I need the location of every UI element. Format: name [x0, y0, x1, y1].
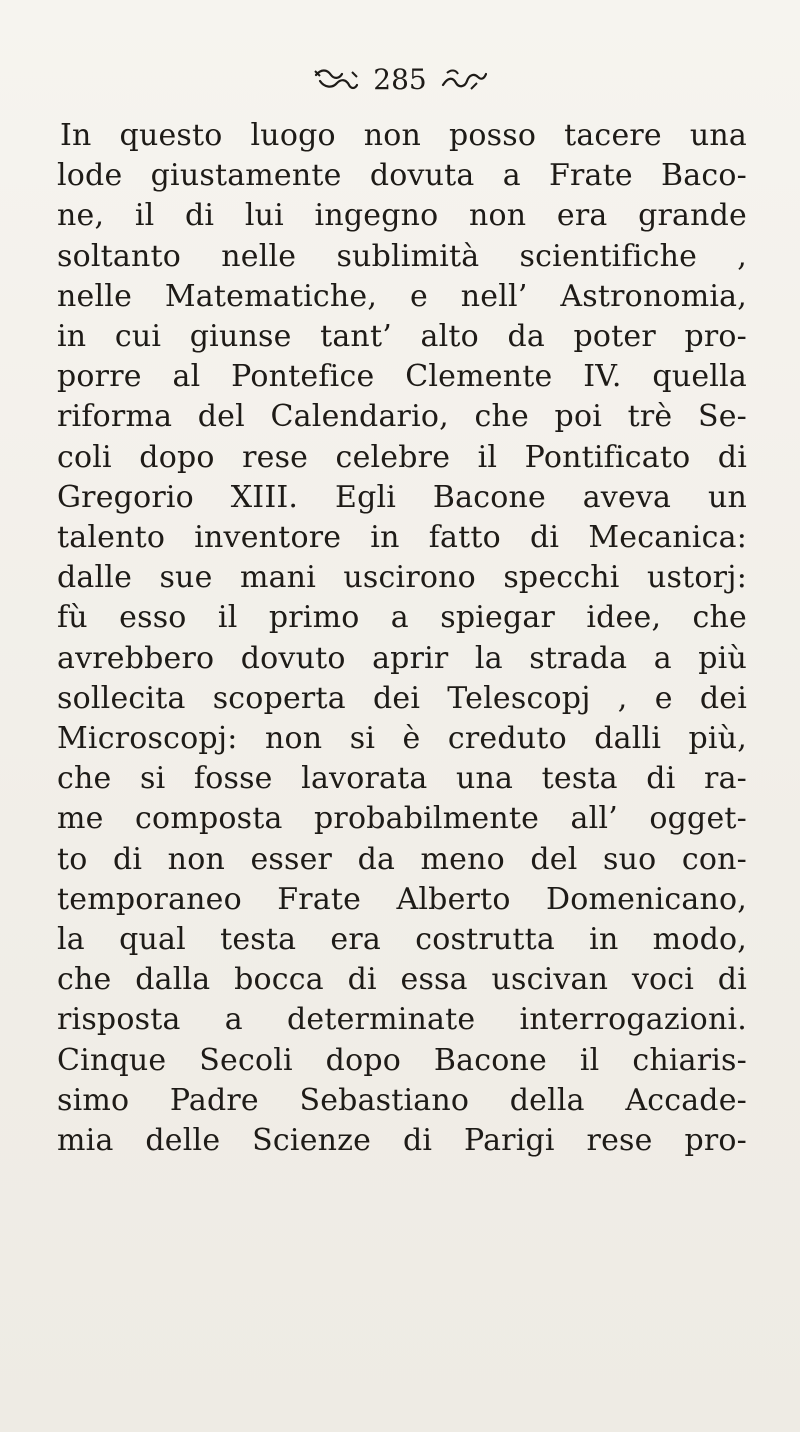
text-line: in cui giunse tant’ alto da poter pro-: [57, 319, 747, 355]
body-paragraph: [57, 116, 747, 1161]
text-line: mia delle Scienze di Parigi rese pro-: [57, 1123, 747, 1159]
text-line: nelle Matematiche, e nell’ Astronomia,: [57, 278, 747, 314]
text-line: Microscopj: non si è creduto dalli più,: [57, 721, 747, 757]
page-number: 285: [373, 63, 427, 96]
text-line: fù esso il primo a spiegar idee, che: [57, 600, 747, 636]
text-line: soltanto nelle sublimità scientifiche ,: [57, 238, 747, 274]
text-line: riforma del Calendario, che poi trè Se-: [57, 399, 747, 435]
text-line: me composta probabilmente all’ ogget-: [57, 801, 747, 837]
text-line: avrebbero dovuto aprir la strada a più: [57, 640, 747, 676]
text-line: temporaneo Frate Alberto Domenicano,: [57, 881, 747, 917]
text-line: talento inventore in fatto di Mecanica:: [57, 520, 747, 556]
text-line: sollecita scoperta dei Telescopj , e dei: [57, 680, 747, 716]
text-line: simo Padre Sebastiano della Accade-: [57, 1082, 747, 1118]
text-line: che dalla bocca di essa uscivan voci di: [57, 962, 747, 998]
text-line: ne, il di lui ingegno non era grande: [57, 198, 747, 234]
text-line: la qual testa era costrutta in modo,: [57, 922, 747, 958]
text-line: Gregorio XIII. Egli Bacone aveva un: [57, 479, 747, 515]
text-line: porre al Pontefice Clemente IV. quella: [57, 359, 747, 395]
text-line: che si fosse lavorata una testa di ra-: [57, 761, 747, 797]
ornament-icon: [441, 67, 487, 93]
ornament-icon: [313, 67, 359, 93]
page-header: [0, 60, 800, 100]
text-line: In questo luogo non posso tacere una: [60, 118, 747, 153]
text-line: lode giustamente dovuta a Frate Baco-: [57, 158, 747, 194]
text-line: Cinque Secoli dopo Bacone il chiaris-: [57, 1042, 747, 1078]
text-line: risposta a determinate interrogazioni.: [57, 1002, 747, 1038]
text-line: coli dopo rese celebre il Pontificato di: [57, 439, 747, 475]
text-line: to di non esser da meno del suo con-: [57, 841, 747, 877]
text-line: dalle sue mani uscirono specchi ustorj:: [57, 560, 747, 596]
